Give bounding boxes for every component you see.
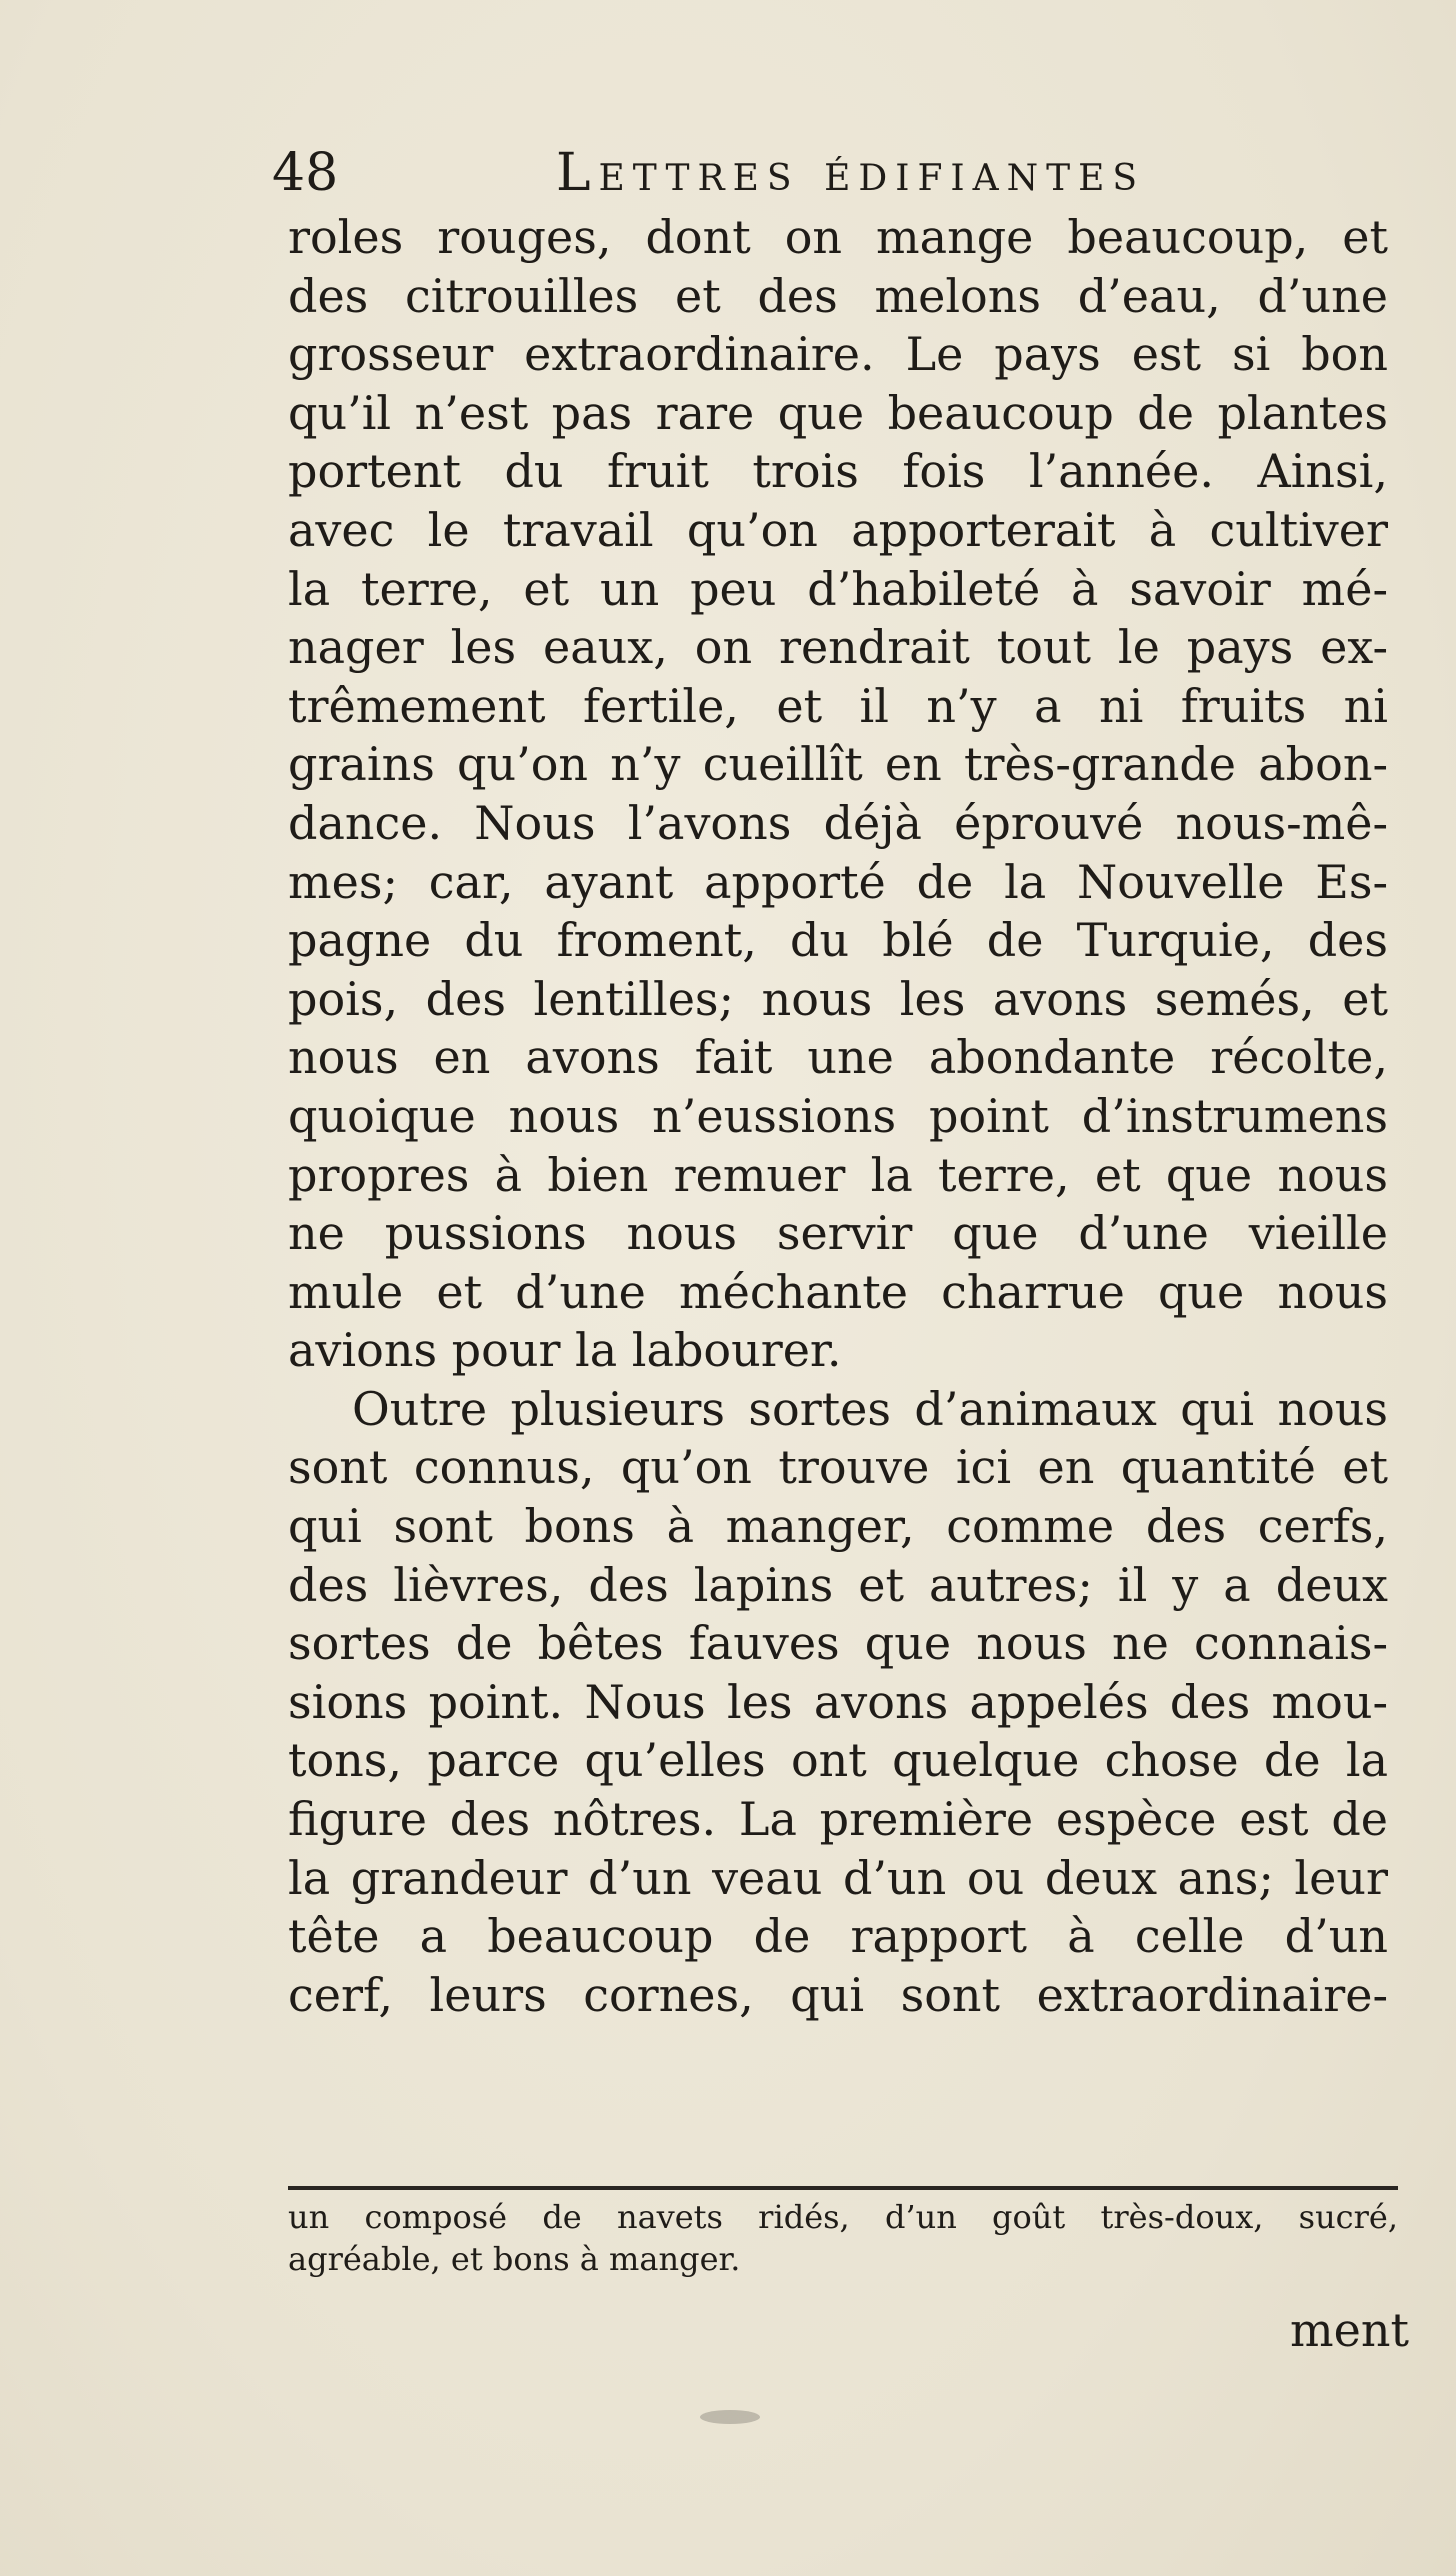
text-line: pagne du froment, du blé de Turquie, des — [288, 913, 1388, 968]
text-line: mes; car, ayant apporté de la Nouvelle Es- — [288, 854, 1388, 909]
page-header — [272, 138, 1392, 208]
text-line: tête a beaucoup de rapport à celle d’un — [288, 1909, 1388, 1964]
text-line: ne pussions nous servir que d’une vieille — [288, 1206, 1388, 1261]
text-line: la grandeur d’un veau d’un ou deux ans; leur — [288, 1850, 1388, 1905]
text-line: cerf, leurs cornes, qui sont extraordinaire- — [288, 1967, 1388, 2022]
page-number: 48 — [272, 143, 339, 203]
catchword: ment — [1290, 2303, 1409, 2357]
footnote-line: agréable, et bons à manger. — [288, 2240, 741, 2278]
text-line: grosseur extraordinaire. Le pays est si bon — [288, 327, 1388, 382]
text-line: roles rouges, dont on mange beaucoup, et — [288, 210, 1388, 264]
footnote — [288, 2196, 1398, 2280]
text-line: quoique nous n’eussions point d’instrumens — [288, 1088, 1388, 1143]
ink-smudge — [700, 2410, 760, 2424]
text-line: trêmement fertile, et il n’y a ni fruits ni — [288, 678, 1388, 733]
text-line: Outre plusieurs sortes d’animaux qui nous — [352, 1381, 1388, 1436]
text-line: nous en avons fait une abondante récolte, — [288, 1030, 1388, 1085]
text-line: pois, des lentilles; nous les avons semés, et — [288, 971, 1388, 1026]
text-line: sortes de bêtes fauves que nous ne connais- — [288, 1616, 1388, 1671]
text-line: propres à bien remuer la terre, et que nous — [288, 1147, 1388, 1202]
footnote-line: un composé de navets ridés, d’un goût très-doux, sucré, — [288, 2198, 1398, 2236]
text-line: mule et d’une méchante charrue que nous — [288, 1264, 1388, 1319]
text-line: sont connus, qu’on trouve ici en quantité et — [288, 1440, 1388, 1495]
running-title: Lettres édifiantes — [556, 143, 1146, 203]
text-line: tons, parce qu’elles ont quelque chose de la — [288, 1733, 1388, 1788]
text-line: qu’il n’est pas rare que beaucoup de plantes — [288, 385, 1388, 440]
text-line: des lièvres, des lapins et autres; il y a deux — [288, 1557, 1388, 1612]
text-line: grains qu’on n’y cueillît en très-grande abon- — [288, 737, 1388, 792]
text-line: dance. Nous l’avons déjà éprouvé nous-mê- — [288, 795, 1388, 850]
footnote-divider — [288, 2186, 1398, 2190]
text-line: nager les eaux, on rendrait tout le pays ex- — [288, 620, 1388, 675]
body-text — [288, 208, 1388, 2024]
text-line: portent du fruit trois fois l’année. Ainsi, — [288, 444, 1388, 499]
text-line: sions point. Nous les avons appelés des mou- — [288, 1674, 1388, 1729]
text-line: qui sont bons à manger, comme des cerfs, — [288, 1499, 1388, 1554]
text-line: la terre, et un peu d’habileté à savoir mé- — [288, 561, 1388, 616]
text-line: des citrouilles et des melons d’eau, d’une — [288, 268, 1388, 323]
text-line: avec le travail qu’on apporterait à cultiver — [288, 502, 1388, 557]
text-line: figure des nôtres. La première espèce est de — [288, 1792, 1388, 1847]
text-line: avions pour la labourer. — [288, 1323, 842, 1378]
